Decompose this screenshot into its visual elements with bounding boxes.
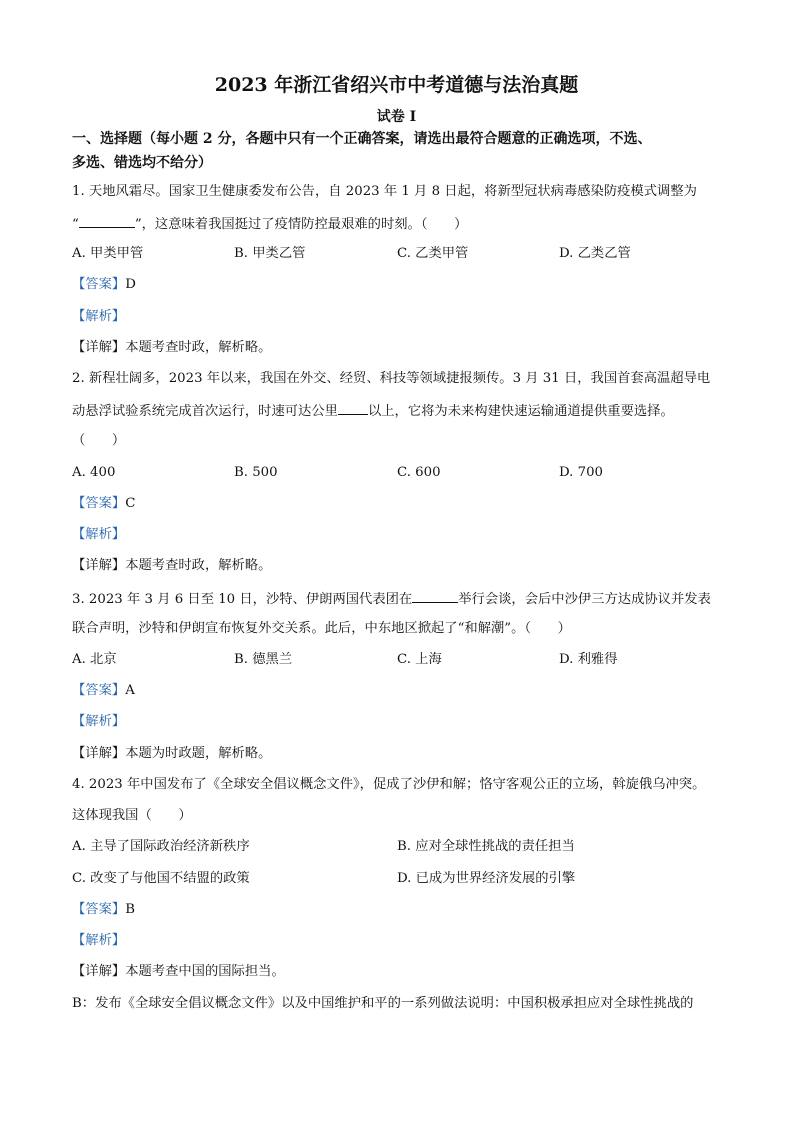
- q2-answer-value: C: [125, 496, 136, 511]
- q3-option-d: D. 利雅得: [559, 652, 618, 667]
- q3-stem-line1-post: 举行会谈，会后中沙伊三方达成协议并发表: [458, 592, 711, 607]
- q1-stem-line2-text: ”，这意味着我国挺过了疫情防控最艰难的时刻。（ ）: [134, 217, 468, 232]
- q3-analysis-tag: 【解析】: [72, 714, 126, 729]
- q4-stem-line2: 这体现我国（ ）: [72, 808, 192, 823]
- q1-stem-line2: [72, 214, 722, 234]
- q2-analysis: [72, 526, 722, 544]
- q4-analysis-tag: 【解析】: [72, 933, 126, 948]
- q3-detail-text: 本题为时政题，解析略。: [125, 746, 272, 761]
- q1-detail-tag: 【详解】: [72, 340, 126, 355]
- q3-stem-line1-pre: 3. 2023 年 3 月 6 日至 10 日，沙特、伊朗两国代表团在: [72, 592, 413, 607]
- q3-answer-value: A: [125, 683, 135, 698]
- q1-answer: [72, 276, 722, 294]
- q1-quote-open: “: [72, 217, 79, 232]
- q4-option-b: B. 应对全球性挑战的责任担当: [397, 839, 575, 854]
- q1-option-d: D. 乙类乙管: [559, 246, 631, 261]
- q4-option-d: D. 已成为世界经济发展的引擎: [397, 871, 576, 886]
- q3-answer-tag: 【答案】: [72, 683, 126, 698]
- section-heading-line1: 一、选择题（每小题 2 分，各题中只有一个正确答案，请选出最符合题意的正确选项，不选、: [72, 131, 652, 147]
- q3-option-c: C. 上海: [397, 652, 442, 667]
- q4-option-a: A. 主导了国际政治经济新秩序: [72, 839, 250, 854]
- q1-analysis-tag: 【解析】: [72, 309, 126, 324]
- q3-analysis: [72, 713, 722, 731]
- q1-option-b: B. 甲类乙管: [234, 246, 306, 261]
- q4-option-c: C. 改变了与他国不结盟的政策: [72, 871, 250, 886]
- q2-stem-line2-pre: 动悬浮试验系统完成首次运行，时速可达公里: [72, 404, 338, 419]
- q1-detail: [72, 339, 722, 357]
- q1-detail-text: 本题考查时政，解析略。: [125, 340, 272, 355]
- q4-detail: [72, 963, 722, 981]
- q4-explanation: B：发布《全球安全倡议概念文件》以及中国维护和平的一系列做法说明：中国积极承担应对全球性挑战的: [72, 996, 694, 1011]
- q2-detail-text: 本题考查时政，解析略。: [125, 558, 272, 573]
- q2-option-a: A. 400: [72, 465, 116, 480]
- q3-detail-tag: 【详解】: [72, 746, 126, 761]
- q4-detail-text: 本题考查中国的国际担当。: [125, 964, 285, 979]
- q4-answer: [72, 901, 722, 919]
- q1-answer-value: D: [125, 277, 136, 292]
- q4-answer-tag: 【答案】: [72, 902, 126, 917]
- q3-option-a: A. 北京: [72, 652, 117, 667]
- q2-stem-line1: 2. 新程壮阔多，2023 年以来，我国在外交、经贸、科技等领域捷报频传。3 月 31 日，我国首套高温超导电: [72, 371, 711, 386]
- page-subtitle: 试卷 I: [376, 109, 417, 125]
- q2-option-b: B. 500: [234, 465, 278, 480]
- section-heading-line2: 多选、错选均不给分）: [72, 155, 212, 171]
- q4-detail-tag: 【详解】: [72, 964, 126, 979]
- q1-option-a: A. 甲类甲管: [72, 246, 144, 261]
- q1-answer-tag: 【答案】: [72, 277, 126, 292]
- q2-blank: [338, 401, 368, 415]
- q2-stem-line2-post: 以上，它将为未来构建快速运输通道提供重要选择。: [367, 404, 674, 419]
- q1-blank: [79, 214, 135, 228]
- q3-option-b: B. 德黑兰: [234, 652, 293, 667]
- q4-analysis: [72, 932, 722, 950]
- q2-stem-line2: [72, 401, 722, 421]
- q4-answer-value: B: [125, 902, 135, 917]
- q2-detail-tag: 【详解】: [72, 558, 126, 573]
- q3-detail: [72, 745, 722, 763]
- q3-stem-line1: [72, 589, 722, 609]
- q3-blank: [412, 589, 458, 603]
- q2-option-c: C. 600: [397, 465, 441, 480]
- q2-answer: [72, 495, 722, 513]
- page-title: 2023 年浙江省绍兴市中考道德与法治真题: [214, 74, 579, 96]
- q2-detail: [72, 557, 722, 575]
- q1-stem-line1: 1. 天地风霜尽。国家卫生健康委发布公告，自 2023 年 1 月 8 日起，将新型冠状病毒感染防疫模式调整为: [72, 184, 697, 199]
- q2-answer-tag: 【答案】: [72, 496, 126, 511]
- q1-option-c: C. 乙类甲管: [397, 246, 469, 261]
- q4-stem-line1: 4. 2023 年中国发布了《全球安全倡议概念文件》，促成了沙伊和解；恪守客观公正的立场，斡旋俄乌冲突。: [72, 777, 706, 792]
- q3-stem-line2: 联合声明，沙特和伊朗宣布恢复外交关系。此后，中东地区掀起了“和解潮”。（ ）: [72, 621, 571, 636]
- q3-answer: [72, 682, 722, 700]
- q2-analysis-tag: 【解析】: [72, 527, 126, 542]
- q2-option-d: D. 700: [559, 465, 604, 480]
- q1-analysis: [72, 308, 722, 326]
- q2-stem-line3: （ ）: [72, 433, 126, 448]
